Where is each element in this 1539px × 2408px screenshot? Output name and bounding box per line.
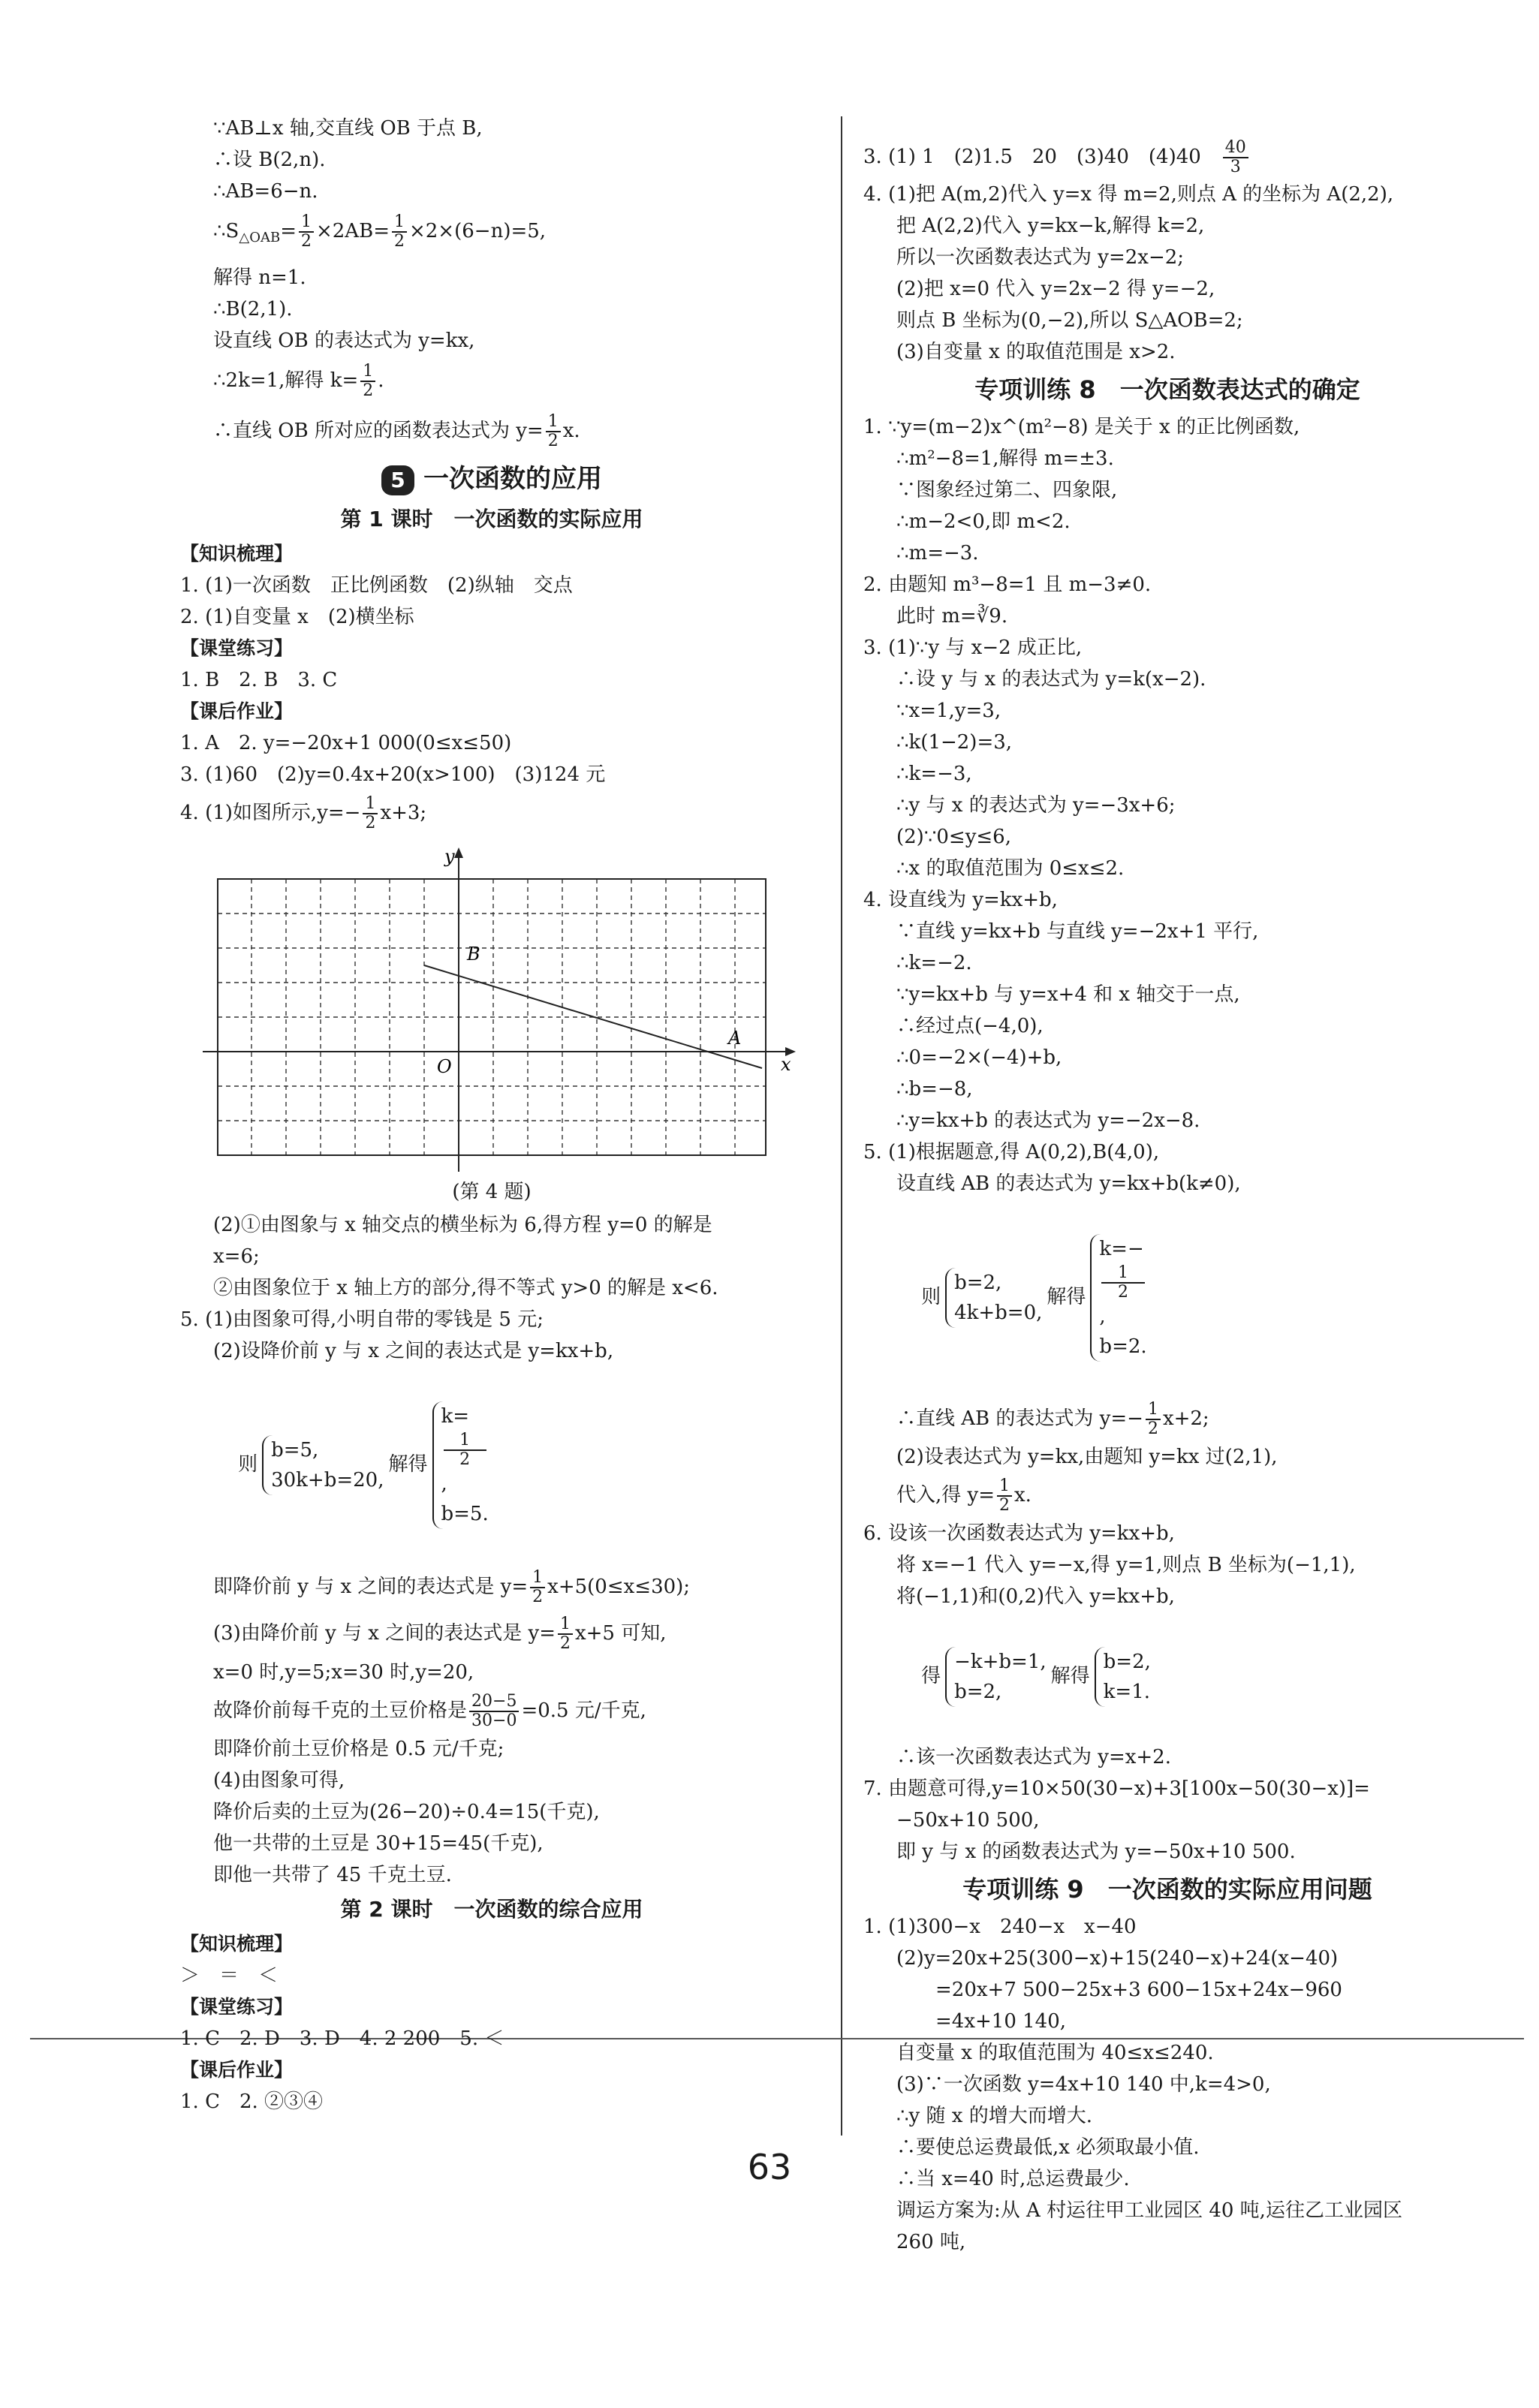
- text-line: ∴m−2<0,即 m<2.: [896, 510, 1071, 533]
- text-line: ∴0=−2×(−4)+b,: [896, 1046, 1062, 1069]
- text-line: ∴当 x=40 时,总运费最少.: [896, 2168, 1130, 2190]
- text-line: 他一共带的土豆是 30+15=45(千克),: [213, 1832, 544, 1856]
- text-line: 即降价前土豆价格是 0.5 元/千克;: [213, 1738, 504, 1761]
- grid-lines: [218, 879, 766, 1155]
- tag-homework: 【课后作业】: [180, 2059, 294, 2081]
- text-line: ∴b=−8,: [896, 1078, 973, 1100]
- text-line: ∴m²−8=1,解得 m=±3.: [896, 447, 1114, 470]
- text-line: 1. C 2. D 3. D 4. 2 200 5. ＜: [180, 2027, 504, 2051]
- text-line: ＞ ＝ ＜: [180, 1964, 279, 1988]
- text-line: 1. (1)一次函数 正比例函数 (2)纵轴 交点: [180, 574, 573, 597]
- text-line: ∴经过点(−4,0),: [896, 1015, 1044, 1037]
- equation-system: 则 b=2, 4k+b=0, 解得 k=− 1 2 , b=2.: [863, 1199, 1471, 1396]
- text-line: (2)把 x=0 代入 y=2x−2 得 y=−2,: [896, 278, 1215, 300]
- graph-svg: [203, 841, 803, 1172]
- tag-homework: 【课后作业】: [180, 700, 294, 723]
- ob-equation: ∴直线 OB 所对应的函数表达式为 y= $\frac{1}{2}$ x.: [213, 412, 580, 451]
- text-line: 即他一共带了 45 千克土豆.: [213, 1864, 452, 1887]
- text-line: 1. ∵y=(m−2)x^(m²−8) 是关于 x 的正比例函数,: [863, 416, 1300, 438]
- text-line: 把 A(2,2)代入 y=kx−k,解得 k=2,: [896, 215, 1205, 237]
- text-line: ∴k(1−2)=3,: [896, 731, 1013, 754]
- text-line: 1. C 2. ②③④: [180, 2090, 324, 2114]
- text-line: ∴AB=6−n.: [213, 180, 318, 203]
- text-line: 6. 设该一次函数表达式为 y=kx+b,: [863, 1522, 1175, 1545]
- text-line: 1. B 2. B 3. C: [180, 669, 338, 692]
- section-heading: 5 一次函数的应用: [180, 457, 803, 501]
- equation-system: 则 b=5, 30k+b=20, 解得 k= 1 2 , b=5.: [180, 1367, 803, 1564]
- text-line: (2)设表达式为 y=kx,由题知 y=kx 过(2,1),: [896, 1446, 1278, 1468]
- text-line: ∴m=−3.: [896, 542, 979, 564]
- text-line: ∵AB⊥x 轴,交直线 OB 于点 B,: [213, 117, 483, 140]
- area-equation: $\therefore S_{\triangle OAB}=$ $\frac{1}{2}$ ×2AB= $\frac{1}{2}$ ×2×(6−n)=5,: [213, 212, 547, 251]
- text-line: ∴该一次函数表达式为 y=x+2.: [896, 1746, 1171, 1768]
- text-line: ∵x=1,y=3,: [896, 700, 1001, 722]
- text-line: 260 吨,: [896, 2231, 966, 2253]
- column-divider: [841, 116, 842, 2136]
- text-line: x=6;: [213, 1245, 260, 1269]
- text-line: 自变量 x 的取值范围为 40≤x≤240.: [896, 2042, 1214, 2064]
- figure-graph: [203, 841, 803, 1175]
- text-line: 5. (1)根据题意,得 A(0,2),B(4,0),: [863, 1141, 1160, 1163]
- text-line: 1. (1)300−x 240−x x−40: [863, 1916, 1137, 1938]
- text-line: 调运方案为:从 A 村运往甲工业园区 40 吨,运往乙工业园区: [896, 2199, 1402, 2222]
- text-line: (4)由图象可得,: [213, 1769, 345, 1792]
- text-line: 设直线 OB 的表达式为 y=kx,: [213, 330, 475, 353]
- text-line: (3)∵一次函数 y=4x+10 140 中,k=4>0,: [896, 2073, 1271, 2096]
- text-line: (3)自变量 x 的取值范围是 x>2.: [896, 341, 1176, 363]
- tag-classwork: 【课堂练习】: [180, 1996, 294, 2018]
- text-line: 4. 设直线为 y=kx+b,: [863, 889, 1058, 911]
- text-line: 1. A 2. y=−20x+1 000(0≤x≤50): [180, 732, 512, 755]
- text-line: 5. (1)由图象可得,小明自带的零钱是 5 元;: [180, 1308, 544, 1332]
- tag-classwork: 【课堂练习】: [180, 637, 294, 660]
- text-line: ∴y 随 x 的增大而增大.: [896, 2105, 1092, 2127]
- text-line: ∵y=kx+b 与 y=x+4 和 x 轴交于一点,: [896, 983, 1240, 1006]
- k-equation: ∴2k=1,解得 k= $\frac{1}{2}$ .: [213, 362, 384, 401]
- text-line: ②由图象位于 x 轴上方的部分,得不等式 y>0 的解是 x<6.: [213, 1277, 718, 1300]
- text-line: x=0 时,y=5;x=30 时,y=20,: [213, 1661, 474, 1684]
- text-line: 设直线 AB 的表达式为 y=kx+b(k≠0),: [896, 1172, 1241, 1195]
- point-a-label: A: [728, 1028, 742, 1049]
- h5-equation-2: (3)由降价前 y 与 x 之间的表达式是 y= $\frac{1}{2}$ x+5 可知,: [213, 1615, 667, 1654]
- text-line: 降价后卖的土豆为(26−20)÷0.4=15(千克),: [213, 1801, 600, 1824]
- text-line: 则点 B 坐标为(0,−2),所以 S△AOB=2;: [896, 309, 1243, 332]
- text-line: 3. (1)60 (2)y=0.4x+20(x>100) (3)124 元: [180, 763, 606, 787]
- page-number: 63: [747, 2147, 792, 2187]
- text-line: (2)设降价前 y 与 x 之间的表达式是 y=kx+b,: [213, 1340, 614, 1363]
- text-line: 将 x=−1 代入 y=−x,得 y=1,则点 B 坐标为(−1,1),: [896, 1554, 1356, 1576]
- text-line: ∴B(2,1).: [213, 298, 293, 321]
- x-axis-label: x: [781, 1054, 791, 1076]
- text-line: 3. (1)∵y 与 x−2 成正比,: [863, 637, 1083, 659]
- text-line: ∴要使总运费最低,x 必须取最小值.: [896, 2136, 1200, 2159]
- text-line: ∵直线 y=kx+b 与直线 y=−2x+1 平行,: [896, 920, 1259, 943]
- ab-equation: ∴直线 AB 的表达式为 y=− $\frac{1}{2}$ x+2;: [896, 1400, 1209, 1438]
- text-line: 4. (1)把 A(m,2)代入 y=x 得 m=2,则点 A 的坐标为 A(2,2),: [863, 183, 1394, 206]
- training-heading: 专项训练 8 一次函数表达式的确定: [974, 375, 1360, 404]
- point-b-label: B: [467, 944, 480, 965]
- origin-label: O: [437, 1056, 452, 1078]
- text-line: =20x+7 500−25x+3 600−15x+24x−960: [896, 1979, 1342, 2001]
- text-line: (2)y=20x+25(300−x)+15(240−x)+24(x−40): [896, 1947, 1339, 1970]
- text-line: 所以一次函数表达式为 y=2x−2;: [896, 246, 1185, 269]
- text-line: ∴设 y 与 x 的表达式为 y=k(x−2).: [896, 668, 1206, 691]
- text-line: ∵图象经过第二、四象限,: [896, 479, 1118, 501]
- right-column: [863, 135, 1471, 2258]
- text-line: (2)∵0≤y≤6,: [896, 826, 1011, 848]
- training-heading: 专项训练 9 一次函数的实际应用问题: [962, 1875, 1372, 1904]
- y-axis-arrow: [454, 847, 463, 858]
- price-equation: 故降价前每千克的土豆价格是 $\frac{20-5}{30-0}$ =0.5 元/千克,: [213, 1692, 646, 1731]
- h4-equation: 4. (1)如图所示,y=− $\frac{1}{2}$ x+3;: [180, 794, 427, 833]
- text-line: 此时 m=∛9.: [896, 605, 1008, 628]
- lesson-title: 第 2 课时 一次函数的综合应用: [340, 1897, 643, 1922]
- equation-system: 得 −k+b=1, b=2, 解得 b=2, k=1.: [863, 1612, 1471, 1741]
- tag-knowledge: 【知识梳理】: [180, 1933, 294, 1955]
- r3-line: 3. (1) 1 (2)1.5 20 (3)40 (4)40 $\frac{40}{3}$: [863, 135, 1471, 179]
- h5-equation: 即降价前 y 与 x 之间的表达式是 y= $\frac{1}{2}$ x+5(0≤x≤30);: [213, 1568, 691, 1607]
- text-line: ∴设 B(2,n).: [213, 149, 326, 171]
- y-axis-label: y: [444, 846, 455, 868]
- text-line: ∴k=−2.: [896, 952, 972, 974]
- substitution-line: 代入,得 y= $\frac{1}{2}$ x.: [896, 1476, 1032, 1515]
- text-line: ∴k=−3,: [896, 763, 972, 785]
- text-line: 将(−1,1)和(0,2)代入 y=kx+b,: [896, 1585, 1175, 1608]
- tag-knowledge: 【知识梳理】: [180, 543, 294, 565]
- figure-caption: (第 4 题): [452, 1181, 532, 1204]
- text-line: 7. 由题意可得,y=10×50(30−x)+3[100x−50(30−x)]=: [863, 1777, 1370, 1800]
- text-line: ∴y 与 x 的表达式为 y=−3x+6;: [896, 794, 1176, 817]
- section-number: 5: [381, 465, 414, 495]
- text-line: −50x+10 500,: [896, 1809, 1040, 1832]
- text-line: =4x+10 140,: [896, 2010, 1067, 2033]
- text-line: 2. 由题知 m³−8=1 且 m−3≠0.: [863, 573, 1152, 596]
- lesson-title: 第 1 课时 一次函数的实际应用: [340, 507, 643, 532]
- text-line: 2. (1)自变量 x (2)横坐标: [180, 606, 414, 629]
- text-line: 即 y 与 x 的函数表达式为 y=−50x+10 500.: [896, 1841, 1296, 1863]
- text-line: (2)①由图象与 x 轴交点的横坐标为 6,得方程 y=0 的解是: [213, 1214, 712, 1237]
- text-line: ∴x 的取值范围为 0≤x≤2.: [896, 857, 1125, 880]
- text-line: ∴y=kx+b 的表达式为 y=−2x−8.: [896, 1109, 1200, 1132]
- left-column: [180, 113, 803, 2118]
- text-line: 解得 n=1.: [213, 266, 306, 290]
